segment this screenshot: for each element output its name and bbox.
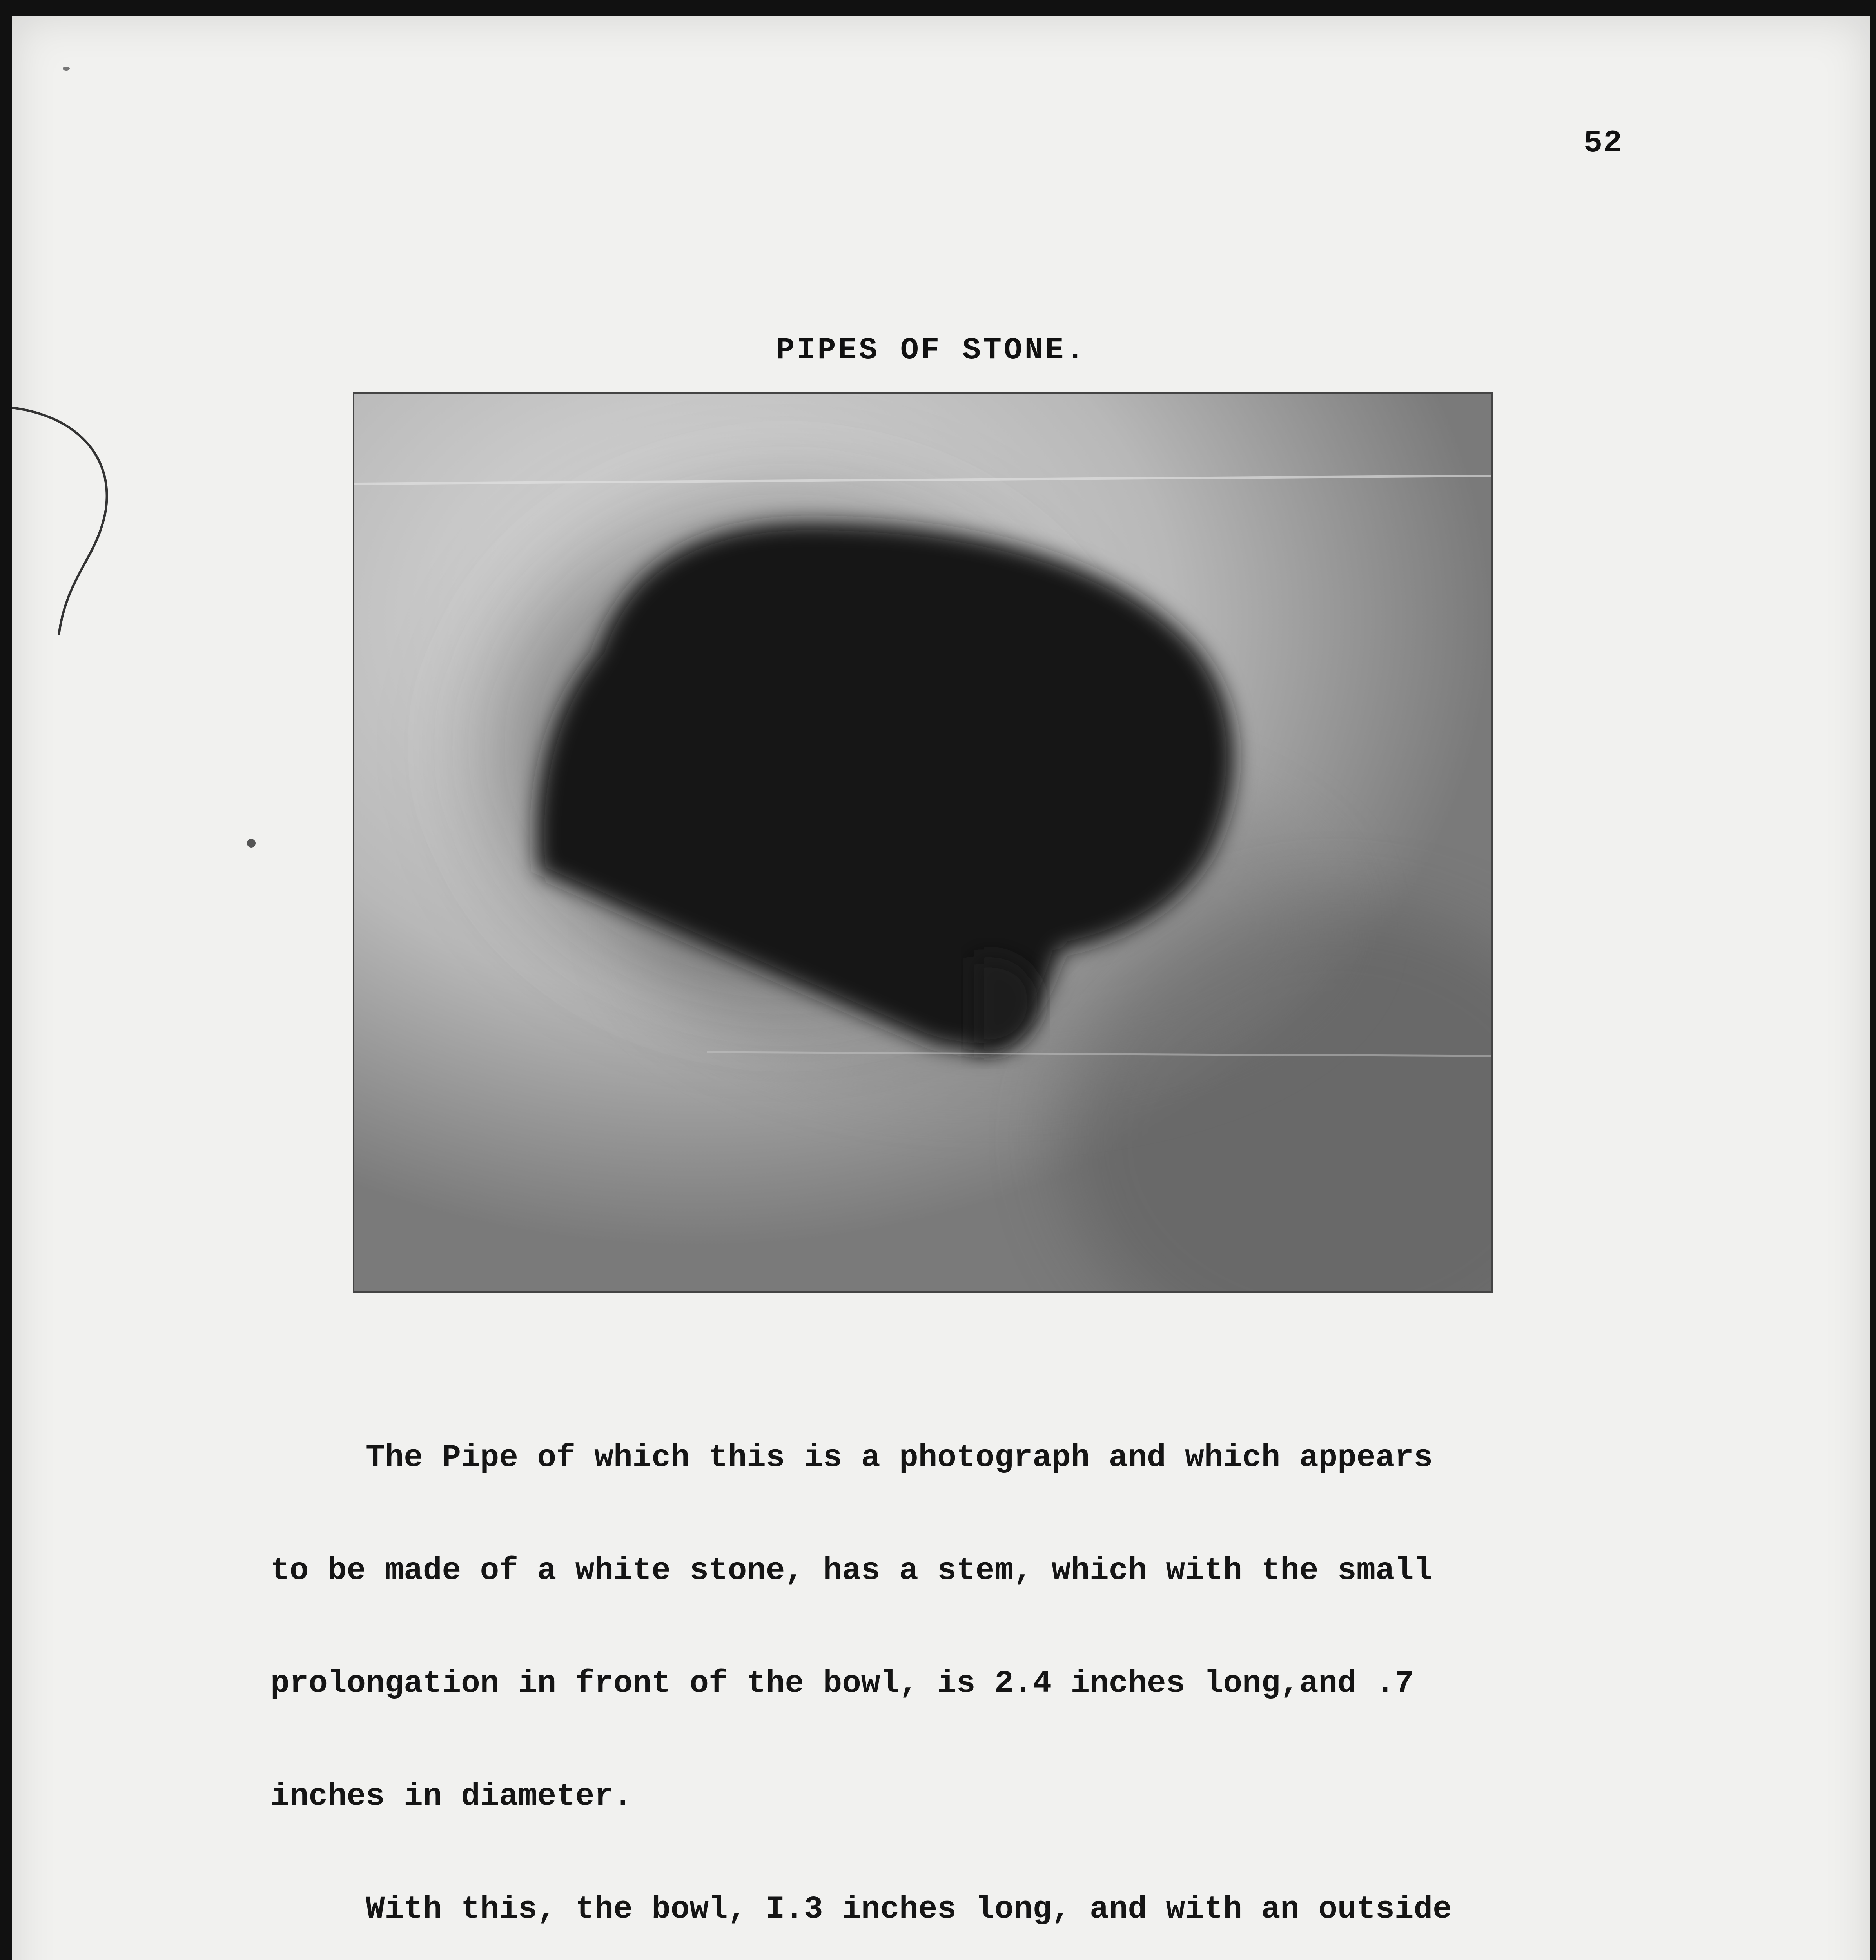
margin-pencil-mark (12, 392, 137, 643)
text-line: With this, the bowl, I.3 inches long, and with an outside (270, 1892, 1452, 1927)
page-title: PIPES OF STONE. (776, 333, 1087, 368)
pipe-photograph (353, 392, 1493, 1293)
text-line: The Pipe of which this is a photograph and which appears (270, 1440, 1433, 1476)
text-line: to be made of a white stone, has a stem, which with the small (270, 1553, 1433, 1589)
text-line: inches in diameter. (270, 1779, 633, 1815)
paper-speck (63, 67, 70, 71)
description-text (270, 1364, 1838, 1960)
page-number: 52 (1584, 125, 1623, 161)
document-page (12, 16, 1870, 1960)
text-line: prolongation in front of the bowl, is 2.4 inches long,and .7 (270, 1666, 1414, 1702)
pipe-photo-image (354, 394, 1491, 1291)
paper-speck (247, 839, 256, 848)
